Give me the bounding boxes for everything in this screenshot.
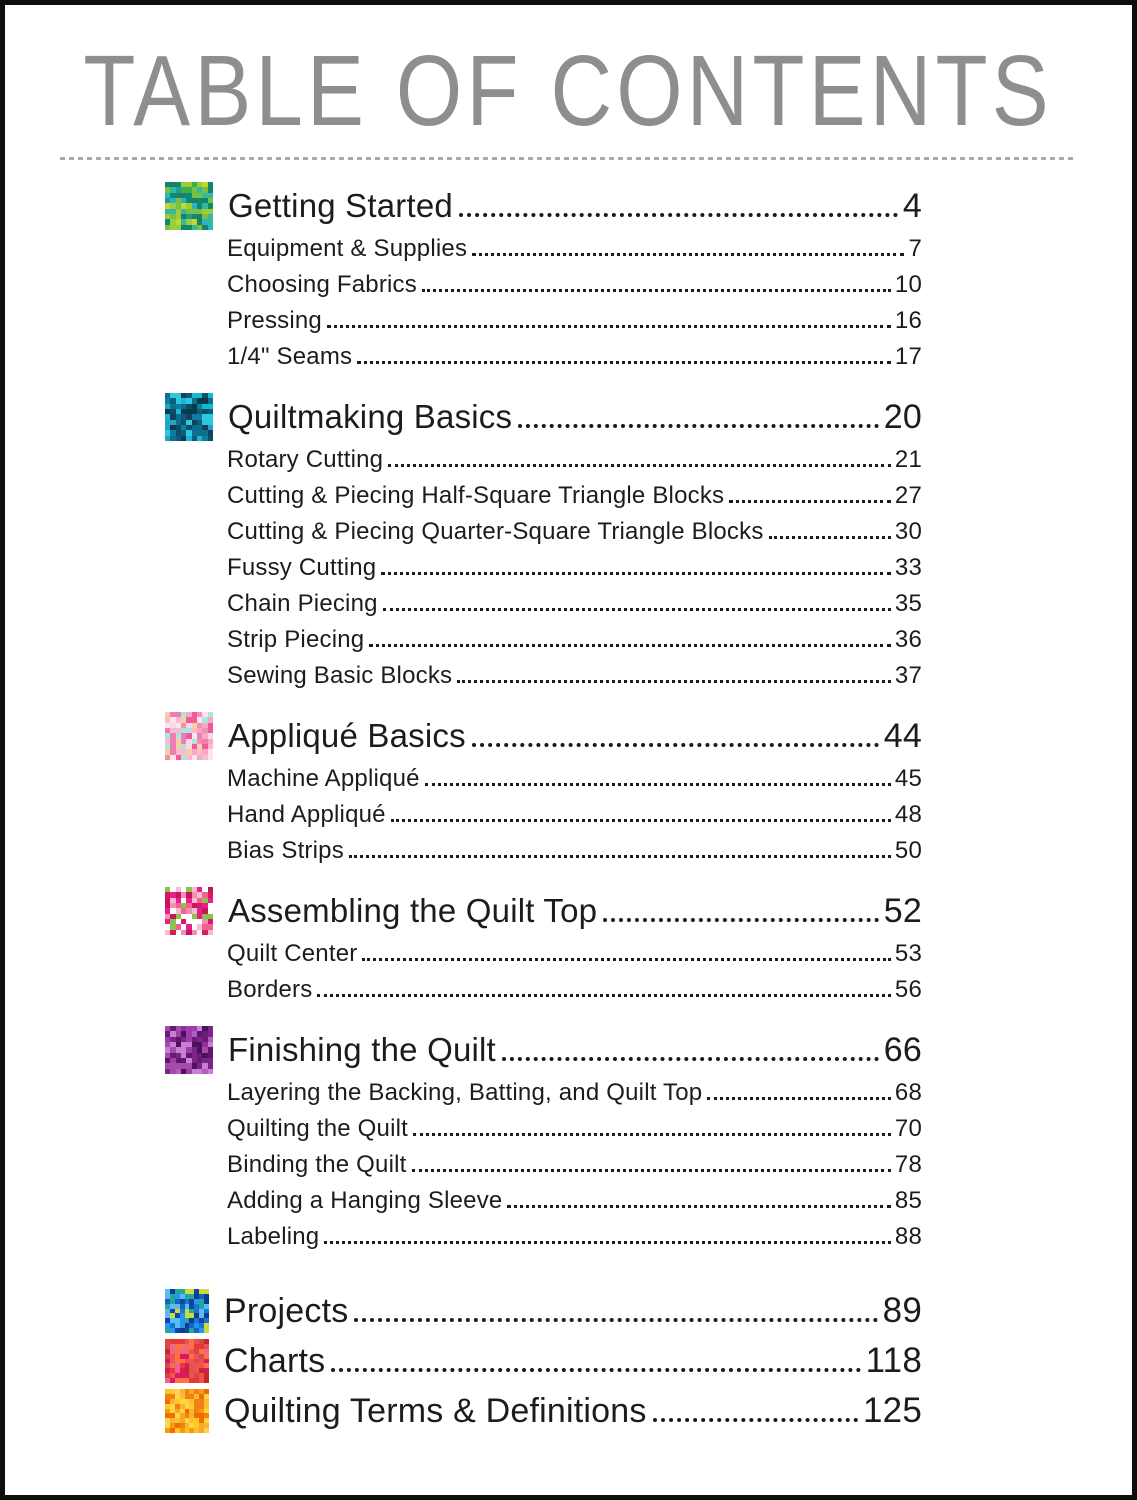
- item-label: Adding a Hanging Sleeve: [227, 1187, 503, 1214]
- item-page-number: 35: [894, 590, 922, 617]
- section-items: [227, 765, 922, 873]
- section-page-number: 118: [865, 1341, 922, 1380]
- section-title-line: [228, 1031, 922, 1070]
- item-page-number: 30: [894, 518, 922, 545]
- dashed-divider: [60, 157, 1077, 160]
- toc-item-row: [227, 235, 922, 271]
- section-title-line: [224, 1341, 922, 1381]
- dotted-leader: [349, 855, 891, 858]
- item-page-number: 10: [894, 271, 922, 298]
- orange-yellow-fabric-mosaic-icon: [165, 1389, 209, 1433]
- dotted-leader: [327, 325, 891, 328]
- dotted-leader: [383, 608, 891, 611]
- section-title: Projects: [224, 1292, 349, 1330]
- item-page-number: 56: [894, 976, 922, 1003]
- toc-item-row: [227, 590, 922, 626]
- section-page-number: 66: [883, 1030, 922, 1069]
- dotted-leader: [422, 289, 891, 292]
- purple-fabric-mosaic-icon: [165, 1026, 213, 1074]
- dotted-leader: [413, 1133, 891, 1136]
- item-label: Cutting & Piecing Half-Square Triangle Blocks: [227, 482, 725, 509]
- item-label: Cutting & Piecing Quarter-Square Triangle Blocks: [227, 518, 764, 545]
- section-title: Getting Started: [228, 186, 453, 224]
- item-page-number: 78: [894, 1151, 922, 1178]
- section-title: Finishing the Quilt: [228, 1030, 496, 1068]
- item-label: Equipment & Supplies: [227, 235, 468, 262]
- dotted-leader: [603, 918, 879, 922]
- section-title: Quilting Terms & Definitions: [224, 1392, 647, 1430]
- dotted-leader: [457, 680, 891, 683]
- dotted-leader: [331, 1368, 860, 1372]
- item-label: Layering the Backing, Batting, and Quilt Top: [227, 1079, 703, 1106]
- page-title: TABLE OF CONTENTS: [83, 35, 1054, 147]
- dotted-leader: [707, 1097, 891, 1100]
- item-page-number: 68: [894, 1079, 922, 1106]
- section-items: [227, 940, 922, 1012]
- dotted-leader: [518, 424, 879, 428]
- toc-item-row: [227, 1223, 922, 1259]
- dotted-leader: [769, 536, 891, 539]
- item-page-number: 37: [894, 662, 922, 689]
- item-label: Rotary Cutting: [227, 446, 384, 473]
- toc-item-row: [227, 1151, 922, 1187]
- toc-section-row: [165, 1289, 922, 1333]
- item-label: 1/4" Seams: [227, 343, 353, 370]
- toc-section-row: [165, 887, 922, 935]
- toc-section-row: [165, 393, 922, 441]
- item-page-number: 7: [908, 235, 922, 262]
- red-coral-fabric-mosaic-icon: [165, 1339, 209, 1383]
- toc-item-row: [227, 518, 922, 554]
- toc-section-row: [165, 1026, 922, 1074]
- item-label: Choosing Fabrics: [227, 271, 417, 298]
- section-items: [227, 235, 922, 379]
- dotted-leader: [412, 1169, 891, 1172]
- toc-list: [165, 182, 922, 1433]
- item-page-number: 33: [894, 554, 922, 581]
- item-label: Borders: [227, 976, 313, 1003]
- item-label: Fussy Cutting: [227, 554, 377, 581]
- item-page-number: 36: [894, 626, 922, 653]
- toc-sections: [165, 182, 922, 1259]
- item-page-number: 70: [894, 1115, 922, 1142]
- section-page-number: 125: [863, 1391, 922, 1430]
- item-page-number: 88: [894, 1223, 922, 1250]
- section-title-line: [228, 717, 922, 756]
- item-label: Strip Piecing: [227, 626, 365, 653]
- section-title-line: [228, 892, 922, 931]
- dotted-leader: [317, 994, 890, 997]
- item-label: Pressing: [227, 307, 322, 334]
- toc-item-row: [227, 271, 922, 307]
- toc-item-row: [227, 446, 922, 482]
- toc-bottom-sections: [165, 1289, 922, 1433]
- section-title-line: [224, 1291, 922, 1331]
- toc-item-row: [227, 1187, 922, 1223]
- item-label: Sewing Basic Blocks: [227, 662, 453, 689]
- section-page-number: 20: [883, 397, 922, 436]
- section-page-number: 4: [902, 186, 922, 225]
- dotted-leader: [507, 1205, 890, 1208]
- section-items: [227, 1079, 922, 1259]
- section-title: Appliqué Basics: [228, 716, 466, 754]
- item-page-number: 17: [894, 343, 922, 370]
- item-label: Binding the Quilt: [227, 1151, 407, 1178]
- pink-pastel-fabric-mosaic-icon: [165, 712, 213, 760]
- toc-item-row: [227, 801, 922, 837]
- dotted-leader: [381, 572, 891, 575]
- green-fabric-mosaic-icon: [165, 182, 213, 230]
- toc-item-row: [227, 482, 922, 518]
- toc-item-row: [227, 662, 922, 698]
- toc-item-row: [227, 976, 922, 1012]
- item-page-number: 50: [894, 837, 922, 864]
- item-page-number: 21: [894, 446, 922, 473]
- dotted-leader: [459, 213, 898, 217]
- dotted-leader: [391, 819, 891, 822]
- item-label: Bias Strips: [227, 837, 344, 864]
- section-title: Assembling the Quilt Top: [228, 891, 598, 929]
- item-label: Labeling: [227, 1223, 320, 1250]
- section-title: Charts: [224, 1342, 326, 1380]
- page-header: [5, 5, 1132, 147]
- toc-section-row: [165, 182, 922, 230]
- dotted-leader: [324, 1241, 891, 1244]
- dotted-leader: [729, 500, 891, 503]
- item-page-number: 45: [894, 765, 922, 792]
- item-label: Quilting the Quilt: [227, 1115, 409, 1142]
- dotted-leader: [369, 644, 891, 647]
- item-page-number: 53: [894, 940, 922, 967]
- dotted-leader: [502, 1057, 879, 1061]
- teal-fabric-mosaic-icon: [165, 393, 213, 441]
- item-label: Hand Appliqué: [227, 801, 386, 828]
- dotted-leader: [354, 1318, 877, 1322]
- item-page-number: 16: [894, 307, 922, 334]
- dotted-leader: [388, 464, 891, 467]
- item-page-number: 27: [894, 482, 922, 509]
- section-page-number: 52: [883, 891, 922, 930]
- toc-section-row: [165, 1389, 922, 1433]
- dotted-leader: [472, 253, 904, 256]
- section-page-number: 44: [883, 716, 922, 755]
- toc-item-row: [227, 343, 922, 379]
- section-items: [227, 446, 922, 698]
- item-page-number: 85: [894, 1187, 922, 1214]
- dotted-leader: [653, 1418, 858, 1422]
- toc-item-row: [227, 1115, 922, 1151]
- section-title: Quiltmaking Basics: [228, 397, 513, 435]
- dotted-leader: [362, 958, 890, 961]
- section-title-line: [228, 187, 922, 226]
- toc-item-row: [227, 554, 922, 590]
- toc-section-row: [165, 712, 922, 760]
- toc-item-row: [227, 307, 922, 343]
- item-page-number: 48: [894, 801, 922, 828]
- toc-item-row: [227, 765, 922, 801]
- section-title-line: [224, 1391, 922, 1431]
- toc-item-row: [227, 837, 922, 873]
- section-page-number: 89: [882, 1291, 922, 1330]
- dotted-leader: [472, 743, 879, 747]
- dotted-leader: [425, 783, 891, 786]
- toc-item-row: [227, 1079, 922, 1115]
- magenta-white-fabric-mosaic-icon: [165, 887, 213, 935]
- toc-item-row: [227, 940, 922, 976]
- item-label: Chain Piecing: [227, 590, 378, 617]
- section-title-line: [228, 398, 922, 437]
- item-label: Machine Appliqué: [227, 765, 420, 792]
- blue-fabric-mosaic-icon: [165, 1289, 209, 1333]
- toc-item-row: [227, 626, 922, 662]
- dotted-leader: [357, 361, 891, 364]
- item-label: Quilt Center: [227, 940, 358, 967]
- toc-section-row: [165, 1339, 922, 1383]
